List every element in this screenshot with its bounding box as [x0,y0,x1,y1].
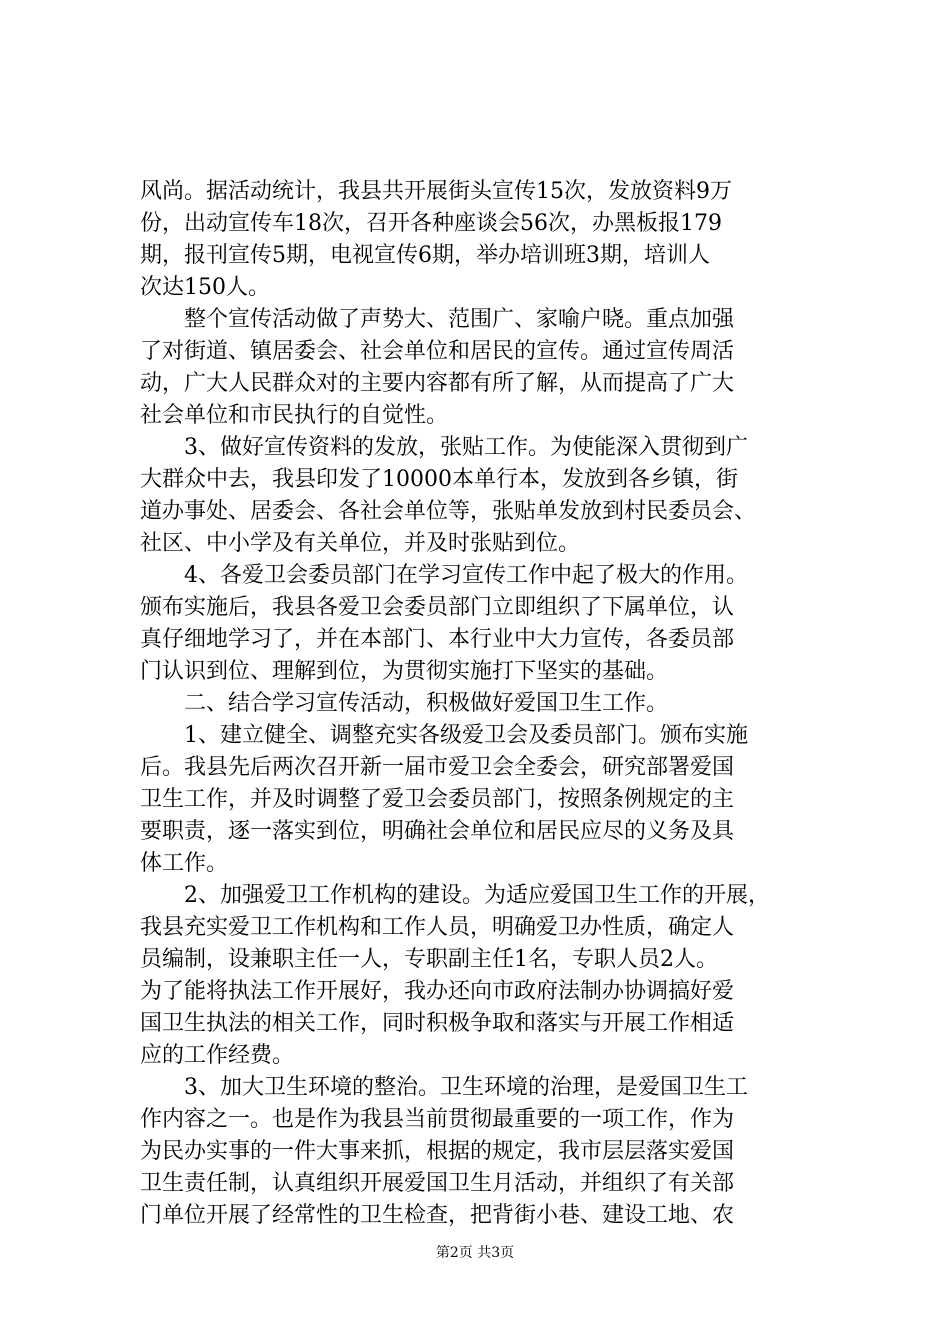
text-line: 1、建立健全、调整充实各级爱卫会及委员部门。颁布实施 [140,723,748,748]
text-line: 了对街道、镇居委会、社会单位和居民的宣传。通过宣传周活 [140,339,735,364]
text-line: 门认识到位、理解到位，为贯彻实施打下坚实的基础。 [140,659,669,684]
text-line: 我县充实爱卫工作机构和工作人员，明确爱卫办性质，确定人 [140,915,735,940]
text-line: 动，广大人民群众对的主要内容都有所了解，从而提高了广大 [140,371,735,396]
text-line: 门单位开展了经常性的卫生检查，把背街小巷、建设工地、农 [140,1203,735,1228]
text-line: 整个宣传活动做了声势大、范围广、家喻户晓。重点加强 [140,307,735,332]
text-line: 后。我县先后两次召开新一届市爱卫会全委会，研究部署爱国 [140,755,735,780]
text-line: 要职责，逐一落实到位，明确社会单位和居民应尽的义务及具 [140,819,735,844]
page-number: 第2页 共3页 [435,1245,515,1261]
page-footer [0,1243,950,1263]
section-heading: 二、结合学习宣传活动，积极做好爱国卫生工作。 [140,691,669,716]
text-line: 员编制，设兼职主任一人，专职副主任1名，专职人员2人。 [140,947,718,972]
text-line: 卫生工作，并及时调整了爱卫会委员部门，按照条例规定的主 [140,787,735,812]
text-line: 期，报刊宣传5期，电视宣传6期，举办培训班3期，培训人 [140,243,710,268]
text-line: 社区、中小学及有关单位，并及时张贴到位。 [140,531,581,556]
text-line: 国卫生执法的相关工作，同时积极争取和落实与开展工作相适 [140,1011,735,1036]
text-line: 应的工作经费。 [140,1043,295,1068]
text-line: 2、加强爱卫工作机构的建设。为适应爱国卫生工作的开展， [140,883,770,908]
text-line: 社会单位和市民执行的自觉性。 [140,403,449,428]
text-line: 3、做好宣传资料的发放，张贴工作。为使能深入贯彻到广 [140,435,748,460]
text-line: 为了能将执法工作开展好，我办还向市政府法制办协调搞好爱 [140,979,735,1004]
text-line: 真仔细地学习了，并在本部门、本行业中大力宣传，各委员部 [140,627,735,652]
document-body [140,176,830,1232]
text-line: 道办事处、居委会、各社会单位等，张贴单发放到村民委员会、 [140,499,757,524]
text-line: 份，出动宣传车18次，召开各种座谈会56次，办黑板报179 [140,211,722,236]
text-line: 4、各爱卫会委员部门在学习宣传工作中起了极大的作用。 [140,563,748,588]
text-line: 颁布实施后，我县各爱卫会委员部门立即组织了下属单位，认 [140,595,735,620]
text-line: 风尚。据活动统计，我县共开展街头宣传15次，发放资料9万 [140,179,732,204]
text-line: 3、加大卫生环境的整治。卫生环境的治理，是爱国卫生工 [140,1075,748,1100]
text-line: 体工作。 [140,851,229,876]
text-line: 次达150人。 [140,275,270,300]
text-line: 大群众中去，我县印发了10000本单行本，发放到各乡镇，街 [140,467,738,492]
text-line: 卫生责任制，认真组织开展爱国卫生月活动，并组织了有关部 [140,1171,735,1196]
text-line: 为民办实事的一件大事来抓，根据的规定，我市层层落实爱国 [140,1139,735,1164]
text-line: 作内容之一。也是作为我县当前贯彻最重要的一项工作，作为 [140,1107,735,1132]
